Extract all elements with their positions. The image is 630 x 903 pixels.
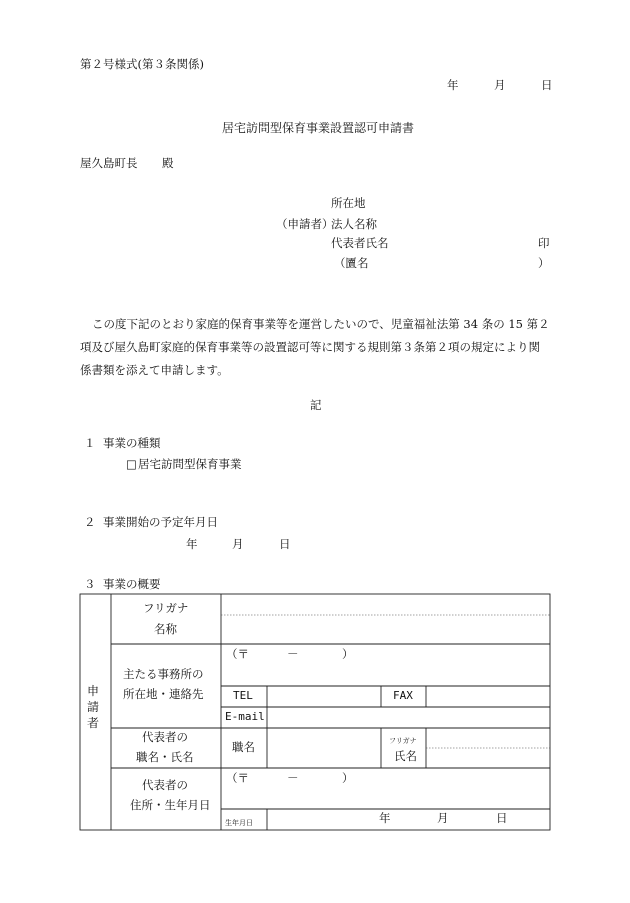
rep-furigana-small-text: フリガナ — [389, 737, 417, 745]
section2-day: 日 — [279, 537, 291, 551]
section2-month: 月 — [232, 537, 244, 551]
fax-input[interactable] — [429, 688, 547, 704]
side-label-3: 者 — [87, 716, 100, 730]
section1-heading: 事業の種類 — [103, 436, 161, 450]
addressee-honorific: 殿 — [162, 156, 174, 170]
applicant-corp-name-label: 法人名称 — [331, 217, 377, 231]
furigana-label: フリガナ — [143, 601, 189, 615]
section1-checkbox[interactable]: □ — [126, 457, 137, 471]
seal-mark: 印 — [538, 236, 550, 250]
tel-input[interactable] — [270, 688, 378, 704]
rep-label-1: 代表者の — [142, 730, 188, 744]
name-label: 名称 — [154, 622, 177, 636]
birth-day: 日 — [496, 811, 508, 825]
side-label-1: 申 — [87, 684, 100, 698]
body-line-1: この度下記のとおり家庭的保育事業等を運営したいので、児童福祉法第 34 条の 15 第２ — [92, 317, 550, 331]
rep-postal-open: （〒 — [226, 771, 249, 785]
section2-heading: 事業開始の予定年月日 — [103, 515, 218, 529]
person-name-input[interactable] — [429, 750, 547, 766]
position-label: 職名 — [232, 740, 255, 754]
furigana-input[interactable] — [227, 601, 547, 613]
rep-postal-close: ） — [342, 771, 354, 785]
rep-addr-label-1: 代表者の — [142, 778, 188, 792]
section3-number: ３ — [84, 577, 96, 591]
applicant-role-label: （申請者） — [276, 217, 334, 231]
addressee-name: 屋久島町長 — [80, 156, 138, 170]
applicant-rep-name-label: 代表者氏名 — [331, 236, 389, 250]
section3-heading: 事業の概要 — [103, 577, 161, 591]
rep-addr-label-2: 住所・生年月日 — [130, 798, 211, 812]
side-label-2: 請 — [87, 700, 100, 714]
section1-number: １ — [84, 436, 96, 450]
rep-furigana-small — [389, 734, 417, 746]
body-line-3: 係書類を添えて申請します。 — [80, 363, 229, 377]
header-day: 日 — [541, 78, 553, 92]
page-title: 居宅訪問型保育事業設置認可申請書 — [222, 121, 415, 135]
form-number: 第２号様式(第３条関係) — [80, 57, 204, 71]
fax-label: FAX — [393, 689, 413, 702]
rep-label-2: 職名・氏名 — [136, 750, 194, 764]
birthdate-small-text: 生年月日 — [225, 819, 253, 827]
office-label-2: 所在地・連絡先 — [123, 687, 204, 701]
ki-heading: 記 — [310, 398, 322, 412]
name-input[interactable] — [227, 620, 547, 640]
tel-label: TEL — [233, 689, 253, 702]
body-paragraph — [80, 313, 550, 382]
seal-note-open: （匵名 — [334, 256, 369, 270]
section2-number: ２ — [84, 515, 96, 529]
birthdate-small — [225, 816, 253, 828]
applicant-address-label: 所在地 — [331, 196, 366, 210]
email-label: E-mail — [225, 710, 265, 723]
email-input[interactable] — [270, 709, 547, 725]
office-postal-dash: － — [287, 647, 299, 661]
person-name-label: 氏名 — [394, 749, 417, 763]
birth-month: 月 — [437, 811, 449, 825]
seal-note-close: ） — [538, 256, 550, 270]
body-line-2: 項及び屋久島町家庭的保育事業等の設置認可等に関する規則第３条第２項の規定により関 — [80, 340, 540, 354]
section1-option: 居宅訪問型保育事業 — [138, 457, 242, 471]
header-year: 年 — [447, 78, 459, 92]
office-label-1: 主たる事務所の — [123, 667, 204, 681]
header-month: 月 — [494, 78, 506, 92]
rep-postal-dash: － — [287, 771, 299, 785]
birth-year: 年 — [379, 811, 391, 825]
office-postal-open: （〒 — [226, 647, 249, 661]
office-postal-close: ） — [342, 647, 354, 661]
position-input[interactable] — [270, 731, 378, 765]
section2-year: 年 — [186, 537, 198, 551]
